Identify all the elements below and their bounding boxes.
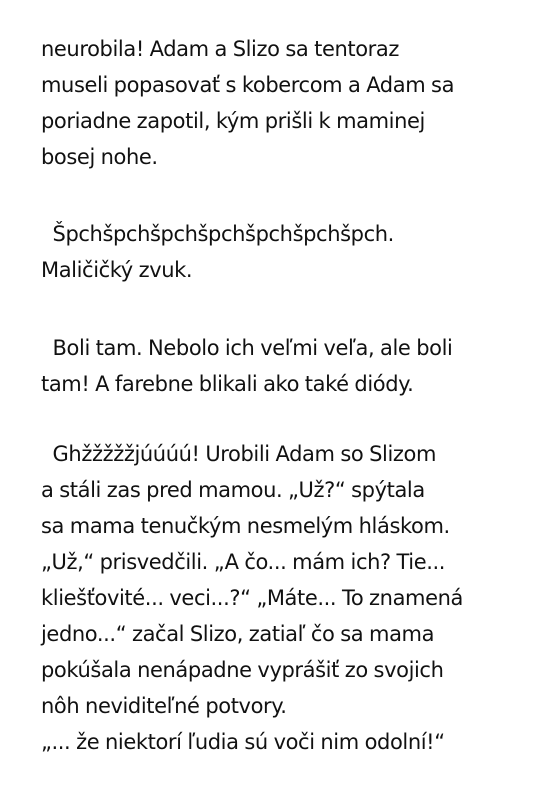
text-line: tam! A farebne blikali ako také diódy. [41, 372, 414, 396]
text-line: kliešťovité... veci...?“ „Máte... To znamená [41, 586, 464, 610]
paragraph-3 [41, 330, 541, 402]
text-line: nôh neviditeľné potvory. [41, 694, 287, 718]
text-line: jedno...“ začal Slizo, zatiaľ čo sa mama [41, 622, 435, 646]
text-line: Ghžžžžžjúúúú! Urobili Adam so Slizom [41, 442, 437, 466]
text-line: neurobila! Adam a Slizo sa tentoraz [41, 37, 399, 61]
paragraph-2 [41, 216, 541, 288]
text-line: „... že niektorí ľudia sú voči nim odolní!“ [41, 730, 445, 754]
text-line: museli popasovať s kobercom a Adam sa [41, 73, 455, 97]
text-line: pokúšala nenápadne vyprášiť zo svojich [41, 658, 444, 682]
text-line: sa mama tenučkým nesmelým hláskom. [41, 514, 450, 538]
paragraph-4 [41, 436, 541, 760]
text-line: Boli tam. Nebolo ich veľmi veľa, ale boli [41, 336, 453, 360]
text-line: a stáli zas pred mamou. „Už?“ spýtala [41, 478, 425, 502]
paragraph-1 [41, 31, 541, 175]
text-line: bosej nohe. [41, 145, 158, 169]
text-line: poriadne zapotil, kým prišli k maminej [41, 109, 425, 133]
text-line: Špchšpchšpchšpchšpchšpchšpch. [41, 222, 394, 246]
text-line: Maličičký zvuk. [41, 258, 193, 282]
text-line: „Už,“ prisvedčili. „A čo... mám ich? Tie... [41, 550, 446, 574]
